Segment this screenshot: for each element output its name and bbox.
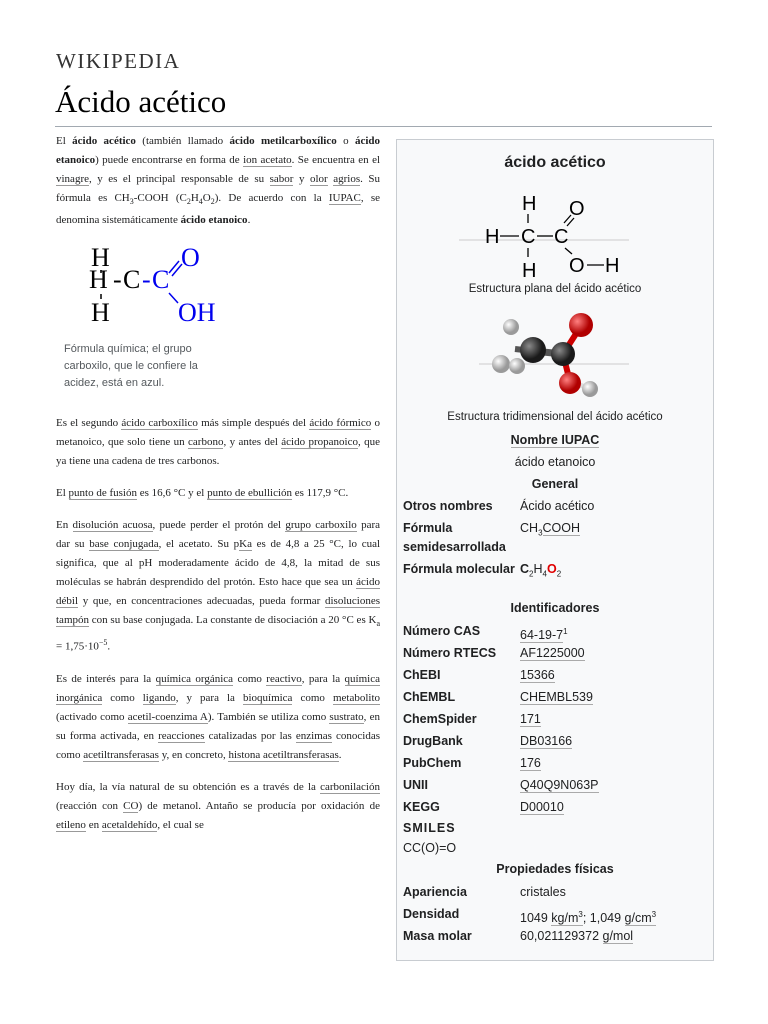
plane-atom-h-right: H [605,255,620,277]
link-disoluciones-tampon[interactable]: disoluciones tampón [56,595,380,627]
plane-atom-c2: C [554,226,569,248]
link-ion-acetato[interactable]: ion acetato [243,154,292,166]
identifier-label: DrugBank [403,734,463,748]
svg-text:-: - [113,265,122,295]
identifier-label: UNII [403,778,428,792]
formula-atom-h-bottom: H [91,298,110,328]
identifier-label: PubChem [403,756,462,770]
formula-atom-c1: C [123,265,141,295]
link-g-cm3[interactable]: $g/cm^3$ [624,910,657,926]
plane-atom-h-top: H [522,193,537,215]
link-ka[interactable]: Ka [239,538,252,551]
link-acetil-coenzima-a[interactable]: acetil-coenzima A [127,711,208,724]
identifier-value-link[interactable]: CHEMBL539 [520,690,593,704]
link-base-conjugada[interactable]: base conjugada [89,538,159,551]
link-punto-fusion[interactable]: punto de fusión [68,487,137,500]
link-carbono[interactable]: carbono [188,436,224,449]
identifier-value-link[interactable]: 171 [520,712,541,726]
link-grupo-carboxilo[interactable]: grupo carboxilo [285,519,357,532]
wikipedia-logo[interactable]: WIKIPEDIA [56,49,181,73]
formula-atom-c2: C [152,265,170,295]
title-divider [55,126,712,127]
identifier-value-link[interactable]: 64-19-7 [520,628,564,643]
link-vinagre[interactable]: vinagre [56,173,89,185]
infobox: ácido acético H H C C O H O H Estructura plana del ácido acético Estructura tridimensional del ácido acético Nombre IUPAC ácido etanoico General Otros nombres Ácido acético Fórmula semidesarrollada $CH_3COOH$ Fórmula molecular $C_2H_4O_2$ Identificadores Número CAS $64-19-7^1$ Número RTECS AF1225000 ChEBI 15366 ChEMBL CHEMBL539 ChemSpider 171 DrugBank DB03166 PubChem 176 UNII Q40Q9N063P KEGG D00010 SMILES CC(O)=O Propiedades físicas Apariencia cristales Densidad 1049 $kg/m^3$; 1,049 $g/cm^3$ Masa molar 60,021129372 g/mol [396,139,714,961]
structural-formula-image[interactable] [56,243,236,335]
identifier-label: ChemSpider [403,712,477,726]
link-sustrato[interactable]: sustrato [329,711,364,724]
identifier-label: KEGG [403,800,440,814]
link-acido-carboxilico[interactable]: ácido carboxílico [121,417,198,430]
link-acetaldehido[interactable]: acetaldehído [101,819,158,832]
link-reacciones[interactable]: reacciones [158,730,205,743]
identifier-label: Número RTECS [403,646,497,660]
infobox-3d-structure-image[interactable] [477,308,637,408]
formula-atom-o: O [181,243,200,273]
link-acetiltransferasas[interactable]: acetiltransferasas [83,749,159,762]
identifier-value-link[interactable]: Q40Q9N063P [520,778,599,792]
link-reactivo[interactable]: reactivo [266,673,302,686]
link-etileno[interactable]: etileno [56,819,86,832]
figure-caption: Fórmula química; el grupo carboxilo, que le confiere la acidez, está en azul. [64,343,198,390]
paragraph-2: Es el segundo ácido carboxílico más simple después del ácido fórmico o metanoico, que solo tiene un carbono, y antes del ácido propanoico, que ya tiene una cadena de tres carbonos. [56,417,380,468]
formula-atom-h-top: H [91,243,110,273]
identifier-label: ChEBI [403,668,441,682]
link-enzimas[interactable]: enzimas [295,730,332,743]
plane-atom-h-bottom: H [522,260,537,282]
link-quimica-inorganica[interactable]: química inorgánica [56,673,380,705]
infobox-title: ácido acético [504,154,606,171]
paragraph-6: Hoy día, la vía natural de su obtención es a través de la carbonilación (reacción con CO) de metanol. Antaño se producía por oxidación de etileno en acetaldehído, el cual se [56,781,381,832]
propiedades-fisicas-header: Propiedades físicas [496,862,614,876]
infobox-plane-structure-image[interactable] [457,190,637,284]
link-acido-debil[interactable]: ácido débil [56,576,380,608]
identifier-label: ChEMBL [403,690,456,704]
page-title: Ácido acético [55,84,227,119]
iupac-header[interactable]: Nombre IUPAC [510,433,600,447]
plane-atom-o-bottom: O [569,255,585,277]
paragraph-5: Es de interés para la química orgánica como reactivo, para la química inorgánica como ligando, y para la bioquímica como metabolito (activado como acetil-coenzima A). También se utiliza como sustrato, en su forma activada, en reacciones catalizadas por las enzimas conocidas como acetiltransferasas y, en concreto, histona acetiltransferasas. [56,673,380,762]
link-g-mol[interactable]: g/mol [602,929,634,943]
link-sabor[interactable]: sabor [269,173,294,185]
formula-atom-oh: OH [178,298,216,328]
link-cooh[interactable]: COOH [542,521,581,535]
identificadores-header: Identificadores [510,601,600,615]
svg-text:-: - [142,265,151,295]
identifier-value-link[interactable]: 15366 [520,668,555,682]
identifier-value-link[interactable]: 176 [520,756,541,770]
link-ligando[interactable]: ligando [142,692,176,705]
link-quimica-organica[interactable]: química orgánica [155,673,234,686]
identifier-value-link[interactable]: AF1225000 [520,646,585,660]
reference-link[interactable]: 1 [563,627,568,636]
paragraph-4: En disolución acuosa, puede perder el protón del grupo carboxilo para dar su base conjugada, el acetato. Su pKa es de 4,8 a 25 °C, lo cual significa, que al pH moderadamente ácido de 4,8, la mitad de sus moléculas se habrán desprendido del protón. Esto hace que sea un ácido débil y que, en concentraciones adecuadas, pueda formar disoluciones tampón con su base conjugada. La constante de disociación a 20 °C es $K_a = 1,75\cdot 10^{-5}$. [56,519,381,654]
infobox-image1-caption: Estructura plana del ácido acético [468,283,642,295]
link-bioquimica[interactable]: bioquímica [242,692,293,705]
link-acido-propanoico[interactable]: ácido propanoico [281,436,358,449]
plane-atom-h-left: H [485,226,500,248]
link-metabolito[interactable]: metabolito [332,692,380,705]
link-olor[interactable]: olor [309,173,328,185]
link-iupac[interactable]: IUPAC [328,192,361,204]
link-histona-acetiltransferasas[interactable]: histona acetiltransferasas [228,749,339,762]
iupac-name: ácido etanoico [514,455,596,469]
structural-formula-figure [56,243,380,392]
article-body [56,132,380,848]
link-punto-ebullicion[interactable]: punto de ebullición [207,487,293,500]
general-header: General [531,477,579,491]
link-carbonilacion[interactable]: carbonilación [320,781,380,794]
identifier-value-link[interactable]: DB03166 [520,734,573,748]
plane-atom-o-top: O [569,198,585,220]
formula-atom-h-left: H [89,265,108,295]
paragraph-intro: El ácido acético (también llamado ácido metilcarboxílico o ácido etanoico) puede encontrarse en forma de ion acetato. Se encuentra en el vinagre, y es el principal responsable de su sabor y olor agrios. Su fórmula es $CH_3$-COOH $(C_2H_4O_2)$. De acuerdo con la IUPAC, se denomina sistemáticamente ácido etanoico. [56,135,381,227]
plane-atom-c1: C [521,226,536,248]
link-agrios[interactable]: agrios [333,173,361,185]
link-acido-formico[interactable]: ácido fórmico [309,417,372,430]
infobox-image2-caption: Estructura tridimensional del ácido acético [447,411,663,423]
link-disolucion-acuosa[interactable]: disolución acuosa [72,519,153,532]
identifier-value-link[interactable]: D00010 [520,800,564,814]
link-co[interactable]: CO [123,800,139,813]
paragraph-3: El punto de fusión es 16,6 °C y el punto de ebullición es 117,9 °C. [56,487,349,500]
identifier-label: Número CAS [403,624,481,638]
link-kg-m3[interactable]: $kg/m^3$ [551,910,583,926]
